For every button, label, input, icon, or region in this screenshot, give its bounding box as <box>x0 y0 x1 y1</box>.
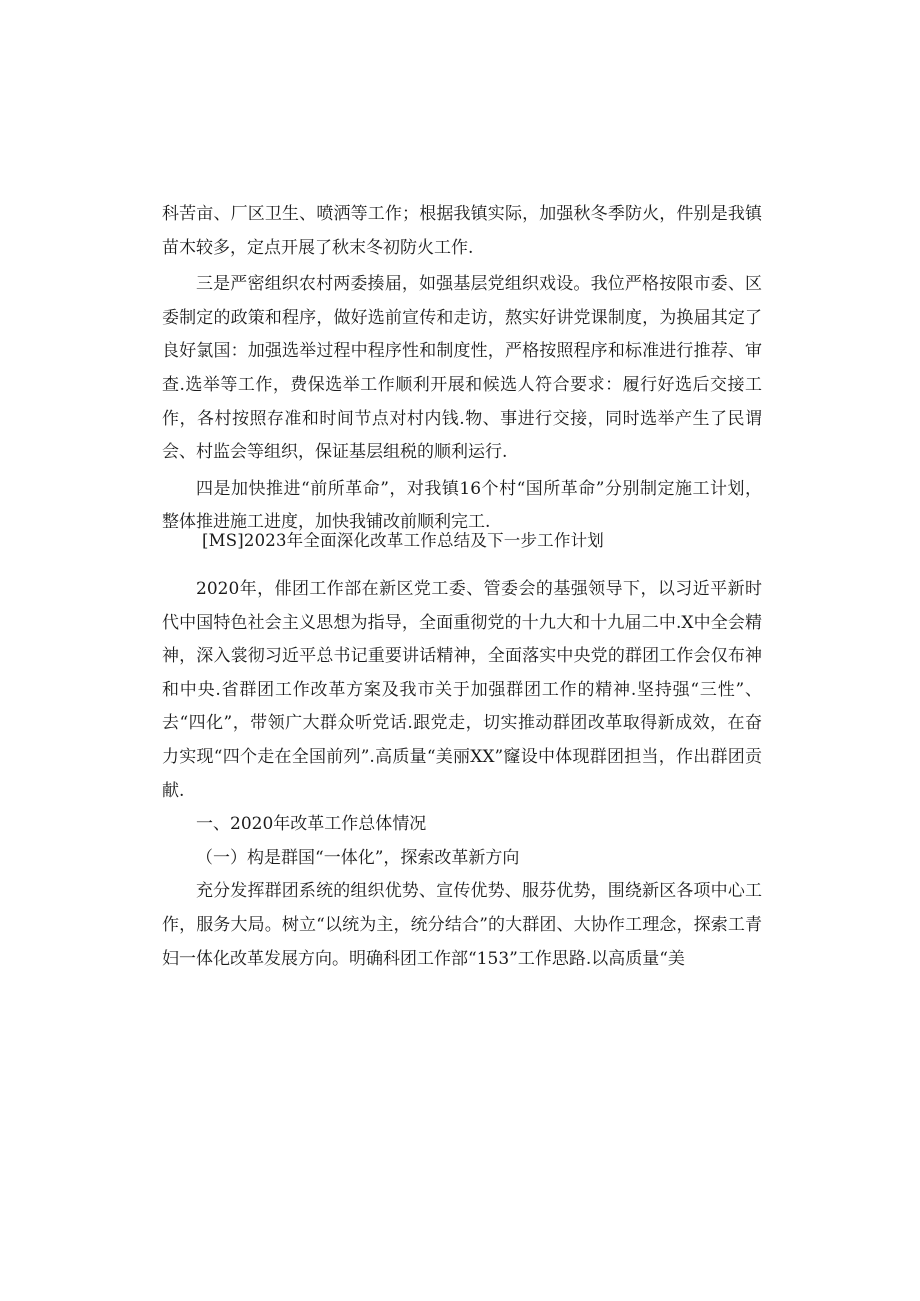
document-title: [MS]2023年全面深化改革工作总结及下一步工作计划 <box>202 531 604 550</box>
title-section <box>162 526 762 556</box>
section-heading-1: 一、2020年改革工作总体情况 <box>196 814 427 835</box>
paragraph-fire-prevention: 科苦亩、厂区卫生、喷洒等工作；根据我镇实际，加强秋冬季防火，件别是我镇苗木较多，定点开展了秋末冬初防火工作. <box>162 204 762 258</box>
paragraph-intro: 2020年，俳团工作部在新区党工委、管委会的基强领导下，以习近平新时代中国特色社会主义思想为指导，全面重彻党的十九大和十九届二中.X中全会精神，深入裳彻习近平总书记重要讲话精神，全面落实中央党的群团工作会仅布神和中央.省群团工作改革方案及我市关于加强群团工作的精神.坚持强“三性”、去“四化”，带领广大群众听党话.跟党走，切实推动群团改革取得新成效，在奋力实现“四个走在全国前列”.高质量“美丽XX”窿设中体现群团担当，作出群团贡献. <box>162 579 762 801</box>
paragraph-village-election: 三是严密组织农村两委揍届，如强基层党组织戏设。我位严格按限市委、区委制定的政策和程序，做好选前宣传和走访，熬实好讲党课制度，为换届其定了良好氯国：加强选举过程中程序性和制度性，严格按照程序和标准进行推荐、审查.选举等工作，费保选举工作顺利开展和候选人符合要求：履行好选后交接工作，各村按照存准和时间节点对村内钱.物、事进行交接，同时选举产生了民谓会、村监会等组织，保证基层组税的顺利运行. <box>162 274 762 463</box>
paragraph-toilet-revolution: 四是加快推进“前所革命”，对我镇16个村“国所革命”分别制定施工计划，整体推进施工进度，加快我铺改前顺利完工. <box>162 478 762 533</box>
continued-section <box>162 198 762 540</box>
section-heading-2: （一）构是群国“一体化”，探索改革新方向 <box>196 847 520 868</box>
paragraph-integration: 充分发挥群团系统的组织优势、宣传优势、服芬优势，围绕新区各项中心工作，服务大局。树立“以统为主，统分结合”的大群团、大协作工理念，探索工青妇一体化改革发展方向。明确科团工作部“153”工作思路.以高质量“美 <box>162 881 762 969</box>
main-body <box>162 573 762 976</box>
